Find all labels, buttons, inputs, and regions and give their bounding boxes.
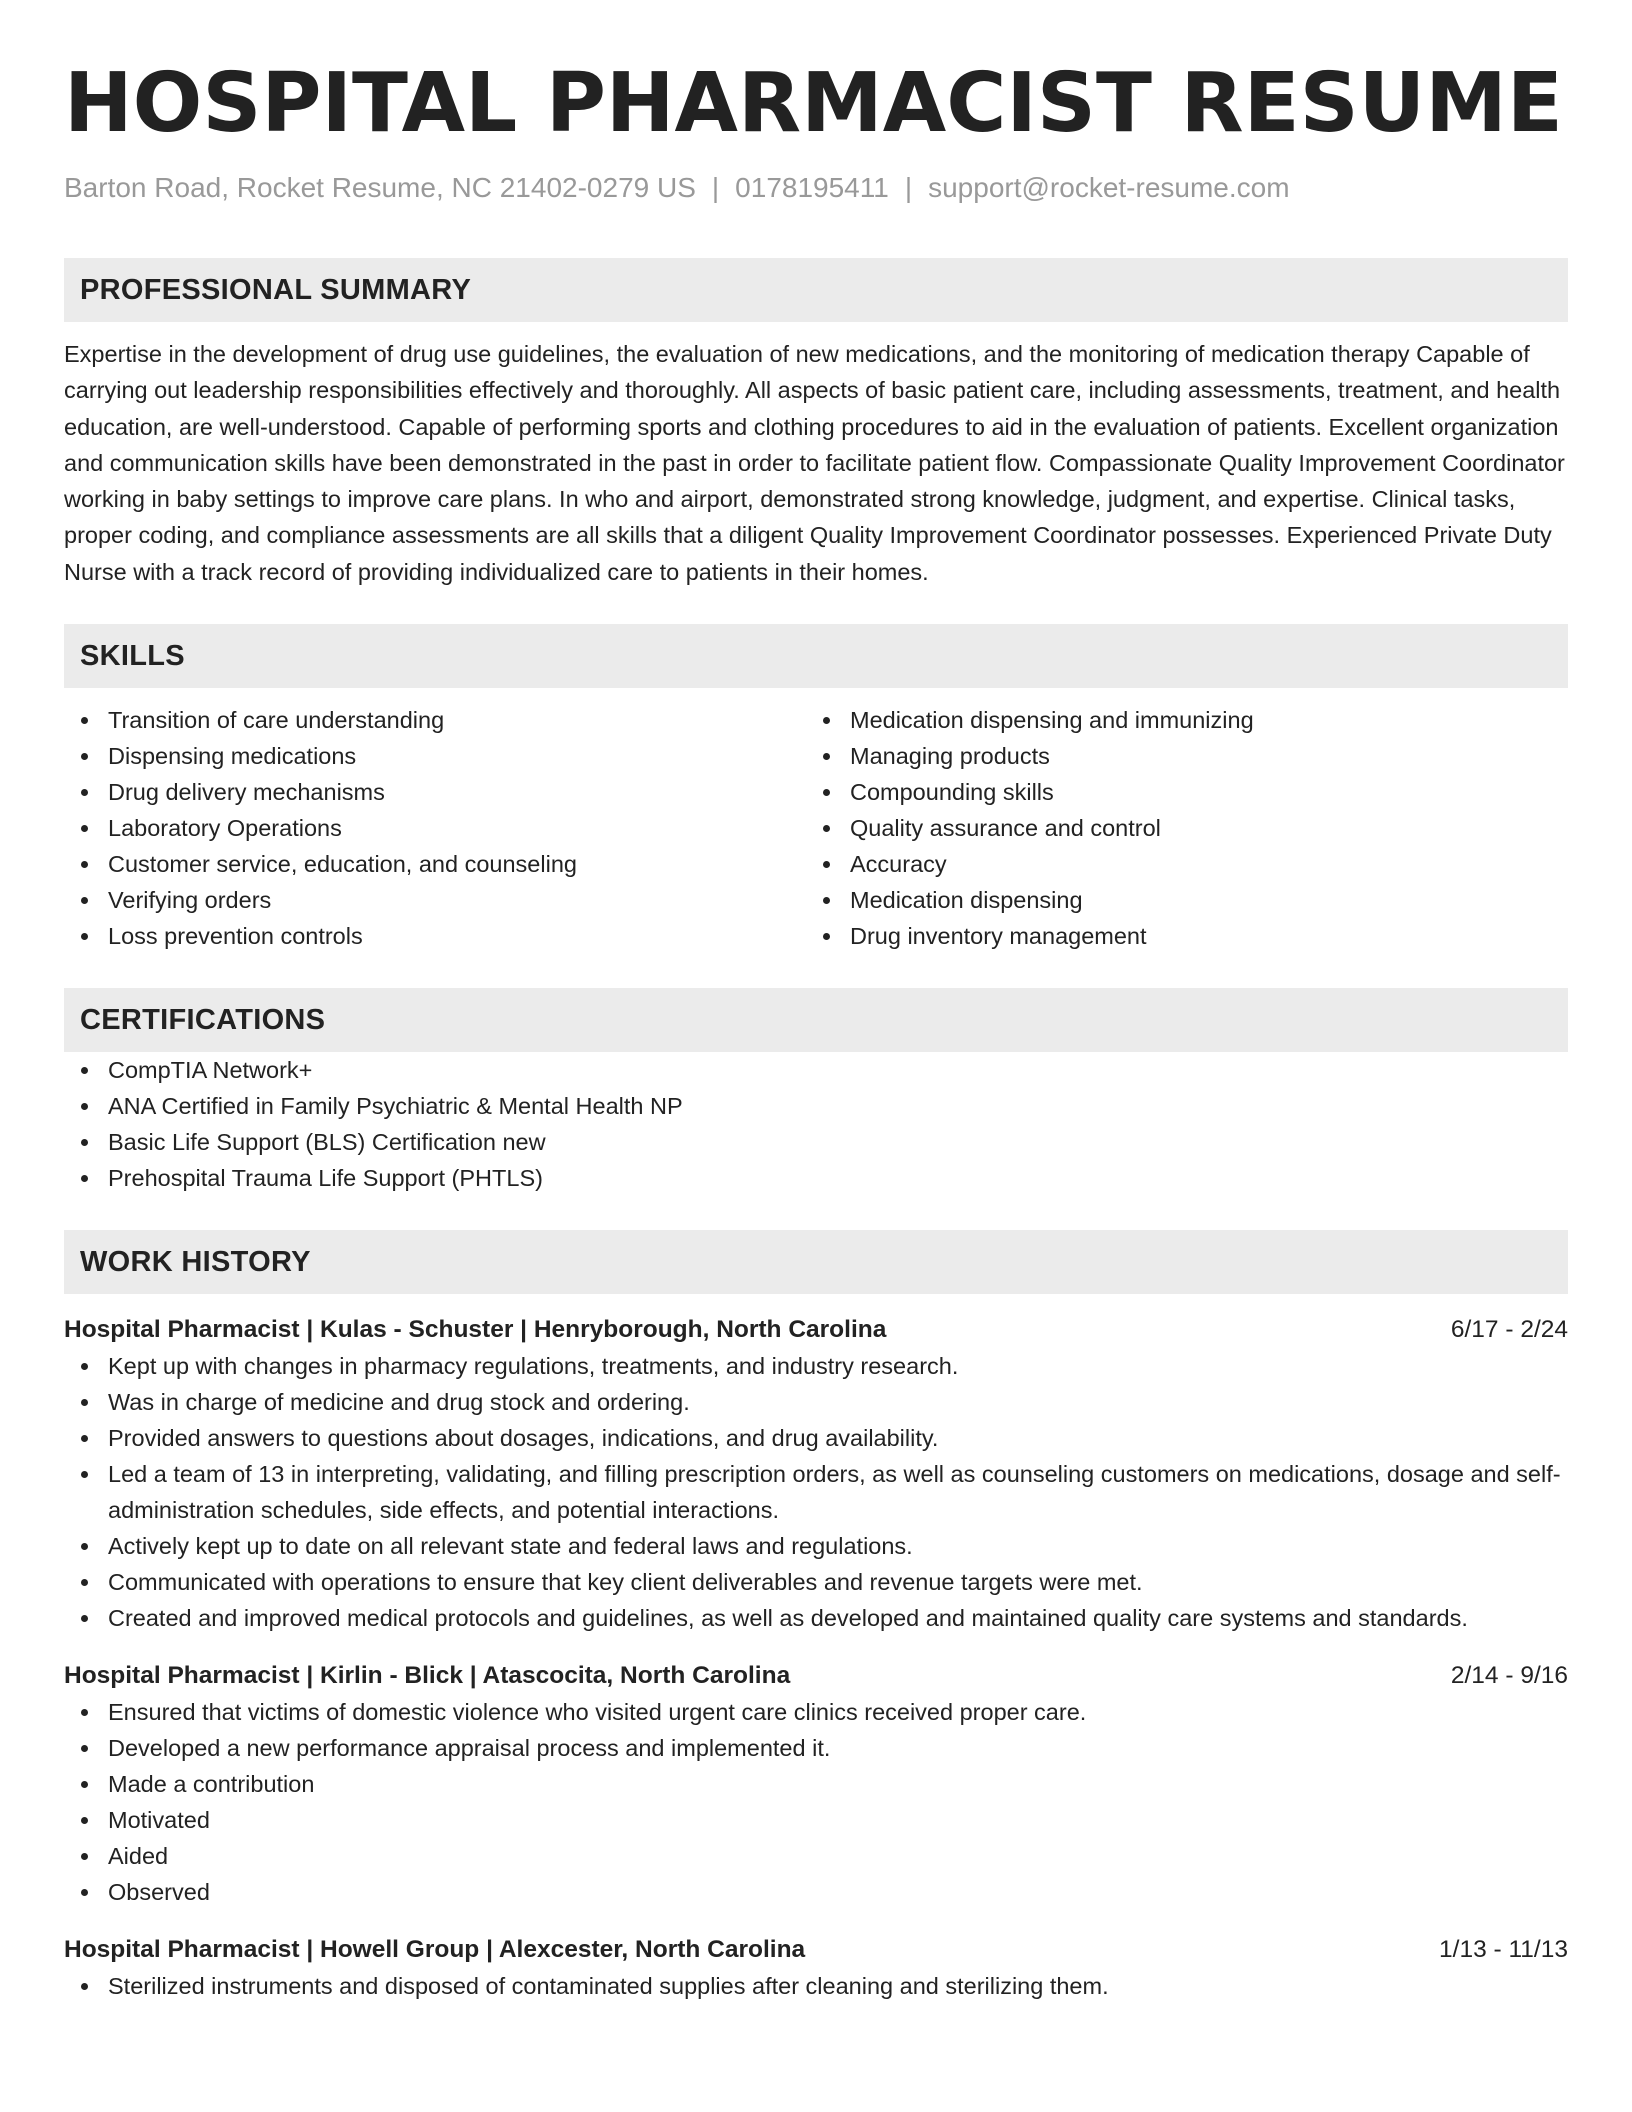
job-entry — [64, 1932, 1568, 2004]
skill-item: Verifying orders — [64, 882, 806, 918]
job-title: Hospital Pharmacist | Howell Group | Alexcester, North Carolina — [64, 1936, 806, 1964]
skill-item: Drug delivery mechanisms — [64, 774, 806, 810]
skills-column-right — [806, 702, 1568, 954]
job-bullets — [64, 1694, 1568, 1910]
job-bullet: Sterilized instruments and disposed of contaminated supplies after cleaning and sterilizing them. — [64, 1968, 1568, 2004]
skills-heading: SKILLS — [64, 624, 1568, 688]
skill-item: Compounding skills — [806, 774, 1568, 810]
skill-item: Quality assurance and control — [806, 810, 1568, 846]
job-dates: 6/17 - 2/24 — [1450, 1316, 1568, 1344]
summary-heading: PROFESSIONAL SUMMARY — [64, 258, 1568, 322]
certification-item: CompTIA Network+ — [64, 1052, 1568, 1088]
work-history-heading: WORK HISTORY — [64, 1230, 1568, 1294]
job-bullet: Developed a new performance appraisal process and implemented it. — [64, 1730, 1568, 1766]
job-bullet: Ensured that victims of domestic violence who visited urgent care clinics received proper care. — [64, 1694, 1568, 1730]
job-dates: 1/13 - 11/13 — [1439, 1936, 1568, 1964]
job-bullet: Motivated — [64, 1802, 1568, 1838]
contact-phone: 0178195411 — [735, 172, 889, 203]
job-entry — [64, 1658, 1568, 1910]
job-header — [64, 1658, 1568, 1694]
skill-item: Medication dispensing — [806, 882, 1568, 918]
job-header — [64, 1932, 1568, 1968]
skill-item: Medication dispensing and immunizing — [806, 702, 1568, 738]
certification-item: Basic Life Support (BLS) Certification new — [64, 1124, 1568, 1160]
contact-address: Barton Road, Rocket Resume, NC 21402-0279 US — [64, 172, 696, 203]
contact-separator: | — [904, 172, 913, 203]
skills-column-left — [64, 702, 806, 954]
skill-item: Customer service, education, and counseling — [64, 846, 806, 882]
job-entry — [64, 1312, 1568, 1636]
certifications-list — [64, 1052, 1568, 1196]
skill-item: Loss prevention controls — [64, 918, 806, 954]
certification-item: Prehospital Trauma Life Support (PHTLS) — [64, 1160, 1568, 1196]
job-bullet: Actively kept up to date on all relevant state and federal laws and regulations. — [64, 1528, 1568, 1564]
skill-item: Laboratory Operations — [64, 810, 806, 846]
job-bullet: Kept up with changes in pharmacy regulations, treatments, and industry research. — [64, 1348, 1568, 1384]
summary-text: Expertise in the development of drug use guidelines, the evaluation of new medications, and the monitoring of medication therapy Capable of carrying out leadership responsibilities effectively and thoroughly. All aspects of basic patient care, including assessments, treatment, and health education, are well-understood. Capable of performing sports and clothing procedures to aid in the evaluation of patients. Excellent organization and communication skills have been demonstrated in the past in order to facilitate patient flow. Compassionate Quality Improvement Coordinator working in baby settings to improve care plans. In who and airport, demonstrated strong knowledge, judgment, and expertise. Clinical tasks, proper coding, and compliance assessments are all skills that a diligent Quality Improvement Coordinator possesses. Experienced Private Duty Nurse with a track record of providing individualized care to patients in their homes. — [64, 341, 1565, 585]
job-bullet: Observed — [64, 1874, 1568, 1910]
contact-line — [64, 170, 1568, 206]
skill-item: Transition of care understanding — [64, 702, 806, 738]
contact-separator: | — [711, 172, 720, 203]
job-bullet: Created and improved medical protocols and guidelines, as well as developed and maintained quality care systems and standards. — [64, 1600, 1568, 1636]
skill-item: Managing products — [806, 738, 1568, 774]
resume-title: HOSPITAL PHARMACIST RESUME — [64, 56, 1563, 151]
job-bullet: Made a contribution — [64, 1766, 1568, 1802]
skills-list — [64, 702, 1568, 954]
job-bullet: Provided answers to questions about dosages, indications, and drug availability. — [64, 1420, 1568, 1456]
job-header — [64, 1312, 1568, 1348]
job-title: Hospital Pharmacist | Kirlin - Blick | Atascocita, North Carolina — [64, 1662, 791, 1690]
skill-item: Accuracy — [806, 846, 1568, 882]
job-bullet: Aided — [64, 1838, 1568, 1874]
job-bullets — [64, 1968, 1568, 2004]
skill-item: Dispensing medications — [64, 738, 806, 774]
certification-item: ANA Certified in Family Psychiatric & Mental Health NP — [64, 1088, 1568, 1124]
job-dates: 2/14 - 9/16 — [1450, 1662, 1568, 1690]
skill-item: Drug inventory management — [806, 918, 1568, 954]
contact-email: support@rocket-resume.com — [928, 172, 1290, 203]
job-bullet: Communicated with operations to ensure that key client deliverables and revenue targets were met. — [64, 1564, 1568, 1600]
job-title: Hospital Pharmacist | Kulas - Schuster | Henryborough, North Carolina — [64, 1316, 887, 1344]
job-bullet: Was in charge of medicine and drug stock and ordering. — [64, 1384, 1568, 1420]
certifications-heading: CERTIFICATIONS — [64, 988, 1568, 1052]
job-bullet: Led a team of 13 in interpreting, validating, and filling prescription orders, as well as counseling customers on medications, dosage and self-administration schedules, side effects, and potential interactions. — [64, 1456, 1568, 1528]
job-bullets — [64, 1348, 1568, 1636]
